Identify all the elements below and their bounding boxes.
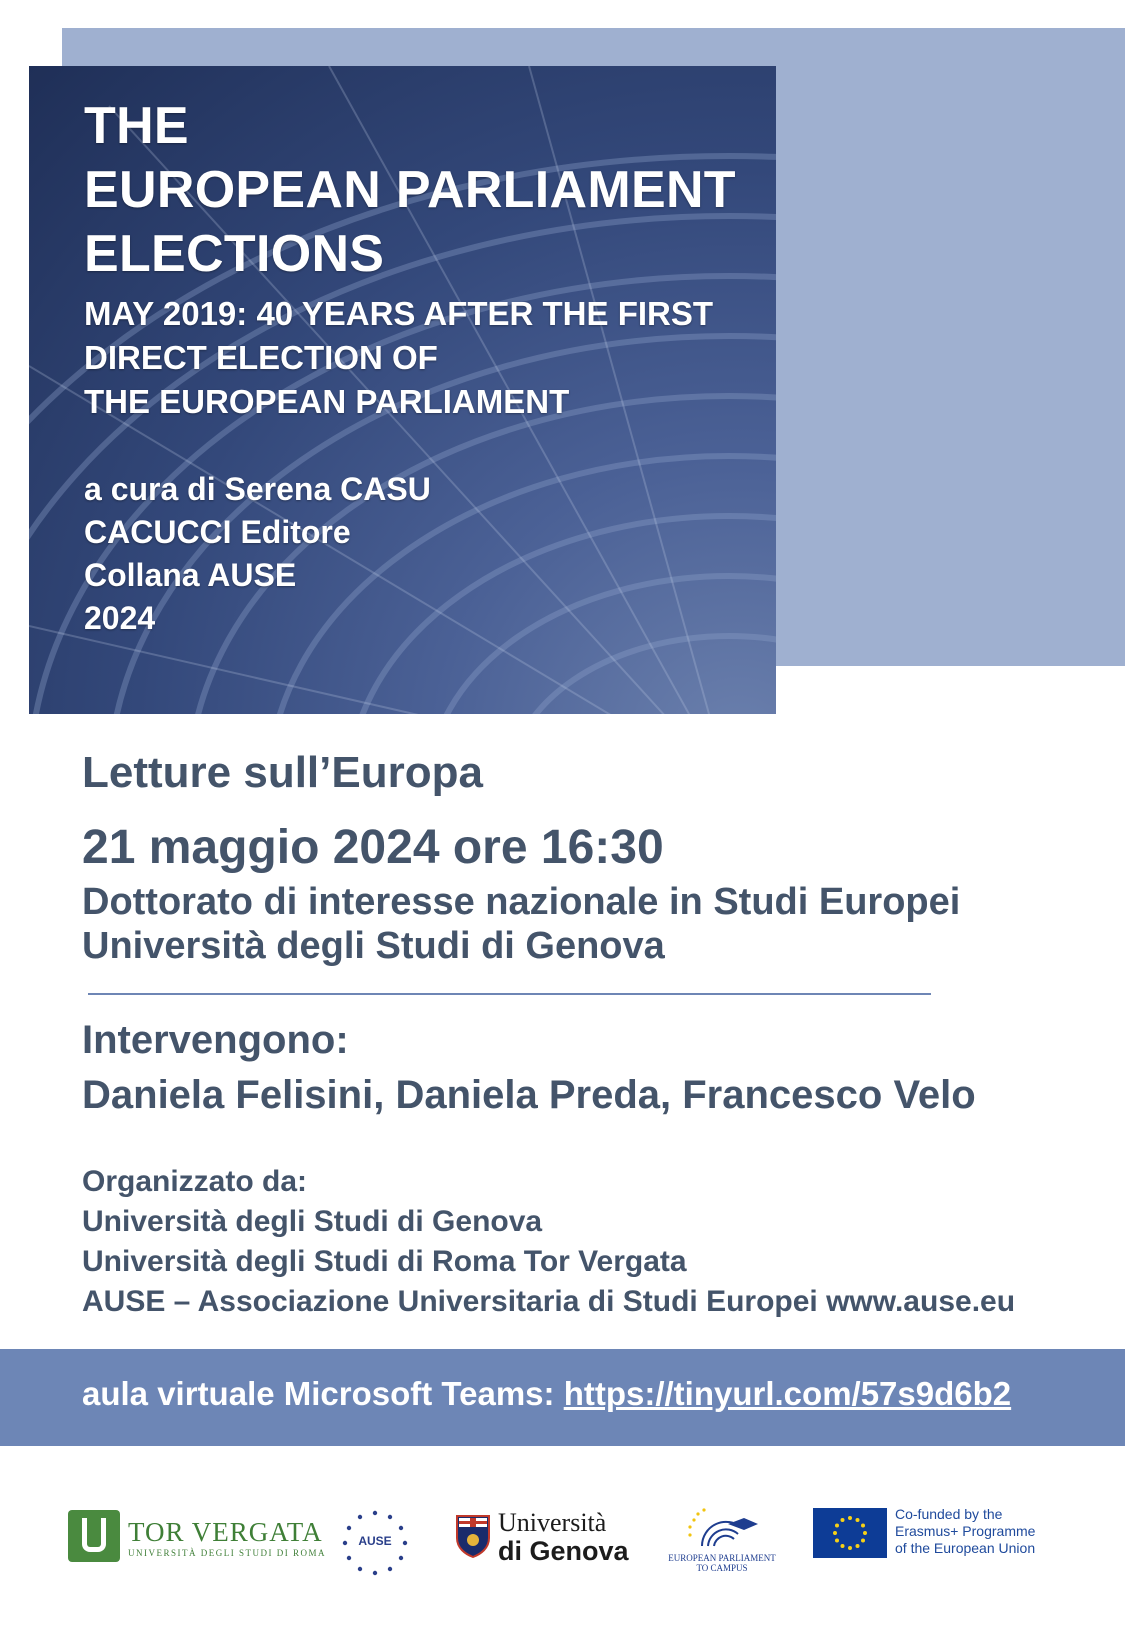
organizer-line: Università degli Studi di Roma Tor Vergata (82, 1245, 687, 1278)
divider-line (88, 993, 931, 995)
genova-logo-text (498, 1509, 629, 1565)
organizer-line: Università degli Studi di Genova (82, 1205, 543, 1238)
book-editor: a cura di Serena CASU (84, 471, 431, 507)
event-series-title: Letture sull’Europa (82, 748, 483, 797)
organizers-label: Organizzato da: (82, 1165, 308, 1198)
book-title-line: EUROPEAN PARLIAMENT (84, 161, 736, 219)
tor-vergata-logo-icon (68, 1510, 120, 1562)
ep-campus-logo-text: EUROPEAN PARLIAMENT TO CAMPUS (668, 1553, 776, 1573)
eu-line: Erasmus+ Programme (895, 1523, 1036, 1539)
book-title-line: ELECTIONS (84, 225, 385, 283)
program-line: Università degli Studi di Genova (82, 925, 665, 967)
genova-line2: di Genova (498, 1536, 629, 1566)
teams-prefix: aula virtuale Microsoft Teams: (82, 1375, 564, 1412)
eu-line: Co-funded by the (895, 1506, 1003, 1522)
eu-flag-icon (813, 1508, 887, 1558)
organizer-line: AUSE – Associazione Universitaria di Studi Europei www.ause.eu (82, 1285, 1016, 1318)
genova-crest-icon (455, 1514, 491, 1558)
genova-line1: Università (498, 1508, 607, 1537)
event-program (82, 880, 960, 968)
book-subtitle-line: DIRECT ELECTION OF (84, 339, 438, 376)
speakers-label: Intervengono: (82, 1018, 349, 1062)
book-series: Collana AUSE (84, 557, 297, 593)
teams-link[interactable]: https://tinyurl.com/57s9d6b2 (563, 1375, 1012, 1412)
parliament-photo-panel (29, 66, 776, 714)
book-title-line: THE (84, 97, 189, 155)
book-subtitle-line: THE EUROPEAN PARLIAMENT (84, 383, 570, 420)
teams-text (82, 1375, 1011, 1413)
eu-line: of the European Union (895, 1540, 1036, 1556)
book-subtitle (84, 292, 774, 424)
book-subtitle-line: MAY 2019: 40 YEARS AFTER THE FIRST (84, 295, 714, 332)
speakers-names: Daniela Felisini, Daniela Preda, Francesco Velo (82, 1073, 976, 1117)
ause-logo-text: AUSE (358, 1534, 392, 1548)
book-info (84, 468, 774, 640)
organizers-block (82, 1162, 1015, 1322)
book-year: 2024 (84, 600, 156, 636)
ep-campus-logo-icon (680, 1506, 760, 1556)
tor-vergata-name: TOR VERGATA (128, 1517, 323, 1547)
eu-cofunded-text (895, 1506, 1035, 1557)
tor-vergata-subtitle: UNIVERSITÀ DEGLI STUDI DI ROMA (128, 1548, 326, 1558)
event-date: 21 maggio 2024 ore 16:30 (82, 821, 664, 874)
program-line: Dottorato di interesse nazionale in Studi Europei (82, 881, 961, 923)
book-publisher: CACUCCI Editore (84, 514, 351, 550)
book-cover-text (84, 94, 774, 640)
